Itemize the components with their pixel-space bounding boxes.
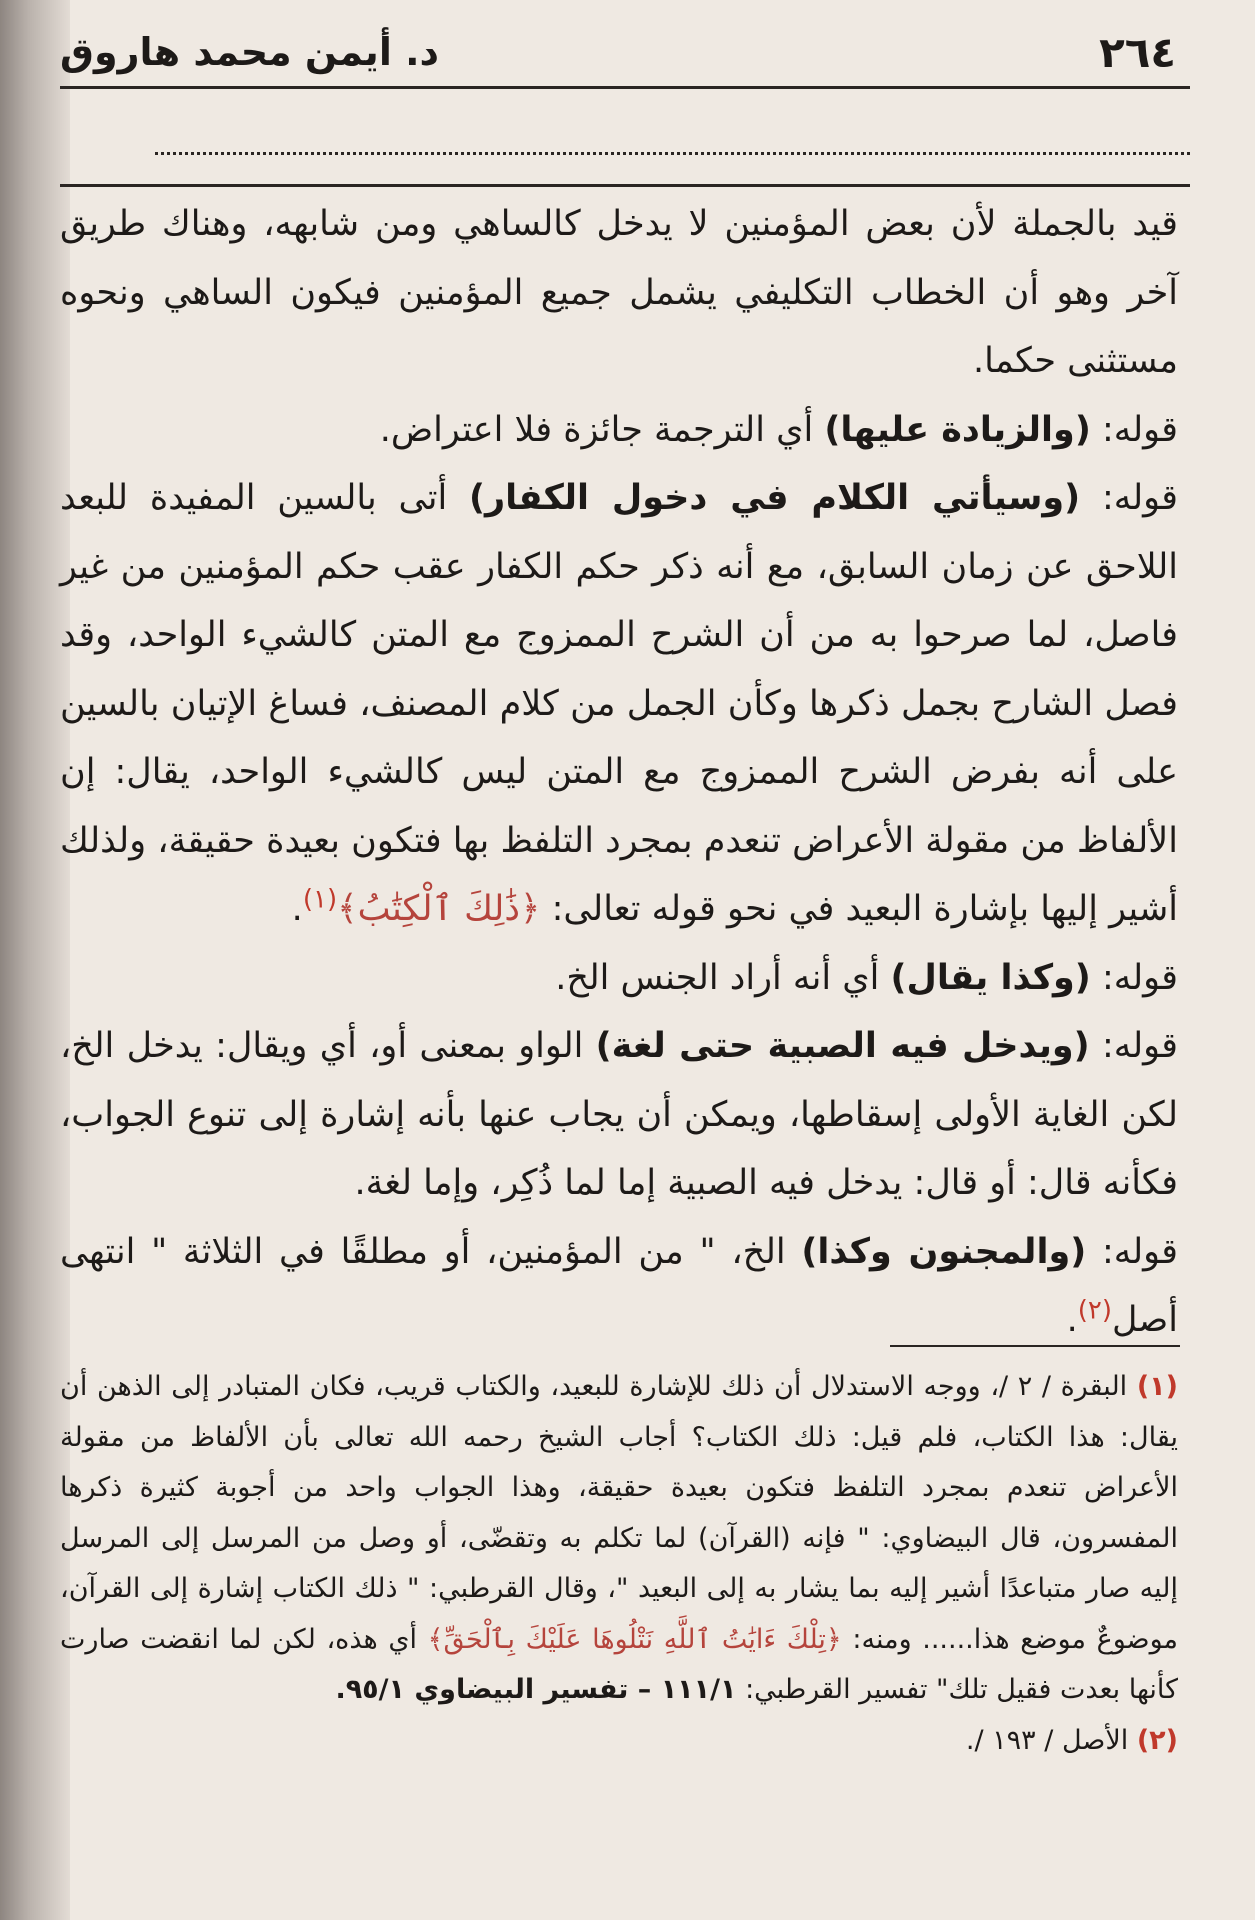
paragraph-1: قيد بالجملة لأن بعض المؤمنين لا يدخل كالساهي ومن شابهه، وهناك طريق آخر وهو أن الخطاب التكليفي يشمل جميع المؤمنين فيكون الساهي ونحوه مستثنى حكما. (60, 204, 1178, 381)
dotted-separator (155, 152, 1190, 155)
commentary: الواو بمعنى أو، أي ويقال: يدخل الخ، لكن الغاية الأولى إسقاطها، ويمكن أن يجاب عنها بأنه إشارة إلى تنوع الجواب، فكأنه قال: أو قال: يدخل فيه الصبية إما لما ذُكِر، وإما لغة. (60, 1026, 1178, 1203)
paragraph-4 (60, 944, 1178, 1013)
quoted-phrase: (والزيادة عليها) (824, 409, 1091, 450)
footnotes (60, 1362, 1178, 1766)
book-page (60, 0, 1190, 1920)
quoted-phrase: (وكذا يقال) (890, 957, 1091, 998)
lead-word: قوله: (1101, 1026, 1178, 1066)
footnote-number: (٢) (1136, 1724, 1178, 1756)
lead-word: قوله: (1101, 409, 1178, 450)
period: . (1066, 1300, 1078, 1340)
quoted-phrase: (ويدخل فيه الصبية حتى لغة) (595, 1026, 1090, 1066)
quoted-phrase: (والمجنون وكذا) (801, 1231, 1087, 1272)
footnote-text: أي هذه، لكن لما انقضت صارت كأنها بعدت فقيل تلك" تفسير القرطبي: (60, 1623, 1178, 1705)
commentary: أتى بالسين المفيدة للبعد اللاحق عن زمان السابق، مع أنه ذكر حكم الكفار عقب حكم المؤمنين من غير فاصل، لما صرحوا به من أن الشرح الممزوج مع المتن كالشيء الواحد، وقد فصل الشارح بجمل ذكرها وكأن الجمل من كلام المصنف، فساغ الإتيان بالسين على أنه بفرض الشرح الممزوج مع المتن ليس كالشيء الواحد، يقال: إن الألفاظ من مقولة الأعراض تنعدم بمجرد التلفظ بها فتكون بعيدة حقيقة، ولذلك أشير إليها بإشارة البعيد في نحو قوله تعالى: (60, 478, 1178, 929)
lead-word: قوله: (1101, 1231, 1178, 1272)
running-header (60, 28, 1190, 88)
paragraph-2 (60, 396, 1178, 465)
footnote-1 (60, 1362, 1178, 1716)
quoted-phrase: (وسيأتي الكلام في دخول الكفار) (469, 478, 1081, 518)
commentary: أي الترجمة جائزة فلا اعتراض. (379, 409, 814, 450)
footnote-ref-1: (١) (302, 884, 338, 915)
header-rule (60, 86, 1190, 89)
main-text (60, 190, 1178, 1355)
footnote-2 (60, 1716, 1178, 1767)
footnote-number: (١) (1136, 1371, 1178, 1402)
paragraph-6 (60, 1218, 1178, 1355)
commentary: الخ، " من المؤمنين، أو مطلقًا في الثلاثة " انتهى أصل (60, 1231, 1178, 1340)
paragraph-3 (60, 464, 1178, 944)
footnote-text: الأصل / ١٩٣ /. (965, 1724, 1129, 1756)
footnote-rule (890, 1345, 1180, 1347)
footnote-ref-2: (٢) (1077, 1295, 1113, 1326)
text-top-rule (60, 184, 1190, 187)
period: . (291, 889, 303, 929)
page-number: ٢٦٤ (1099, 28, 1176, 77)
lead-word: قوله: (1101, 478, 1178, 518)
quran-verse: ﴿ذَٰلِكَ ٱلْكِتَٰبُ﴾ (337, 889, 541, 929)
footnote-text: البقرة / ٢ /، ووجه الاستدلال أن ذلك للإشارة للبعيد، والكتاب قريب، فكان المتبادر إلى الذهن أن يقال: هذا الكتاب، فلم قيل: ذلك الكتاب؟ أجاب الشيخ رحمه الله تعالى بأن الألفاظ من مقولة الأعراض تنعدم بمجرد التلفظ فتكون بعيدة حقيقة، وهذا الجواب واحد من أجوبة كثيرة ذكرها المفسرون، قال البيضاوي: " فإنه (القرآن) لما تكلم به وتقضّى، أو وصل من المرسل إلى المرسل إليه صار متباعدًا أشير إليه بما يشار به إلى البعيد "، وقال القرطبي: " ذلك الكتاب إشارة إلى القرآن، موضوعٌ موضع هذا...... ومنه: (60, 1371, 1178, 1655)
footnote-citation: ١١١/١ – تفسير البيضاوي ٩٥/١. (335, 1674, 737, 1705)
commentary: أي أنه أراد الجنس الخ. (555, 957, 880, 998)
author-name: د. أيمن محمد هاروق (60, 30, 440, 74)
quran-verse: ﴿تِلْكَ ءَايَٰتُ ٱللَّهِ نَتْلُوهَا عَلَيْكَ بِٱلْحَقِّ﴾ (427, 1623, 842, 1655)
paragraph-5 (60, 1012, 1178, 1218)
lead-word: قوله: (1101, 957, 1178, 998)
